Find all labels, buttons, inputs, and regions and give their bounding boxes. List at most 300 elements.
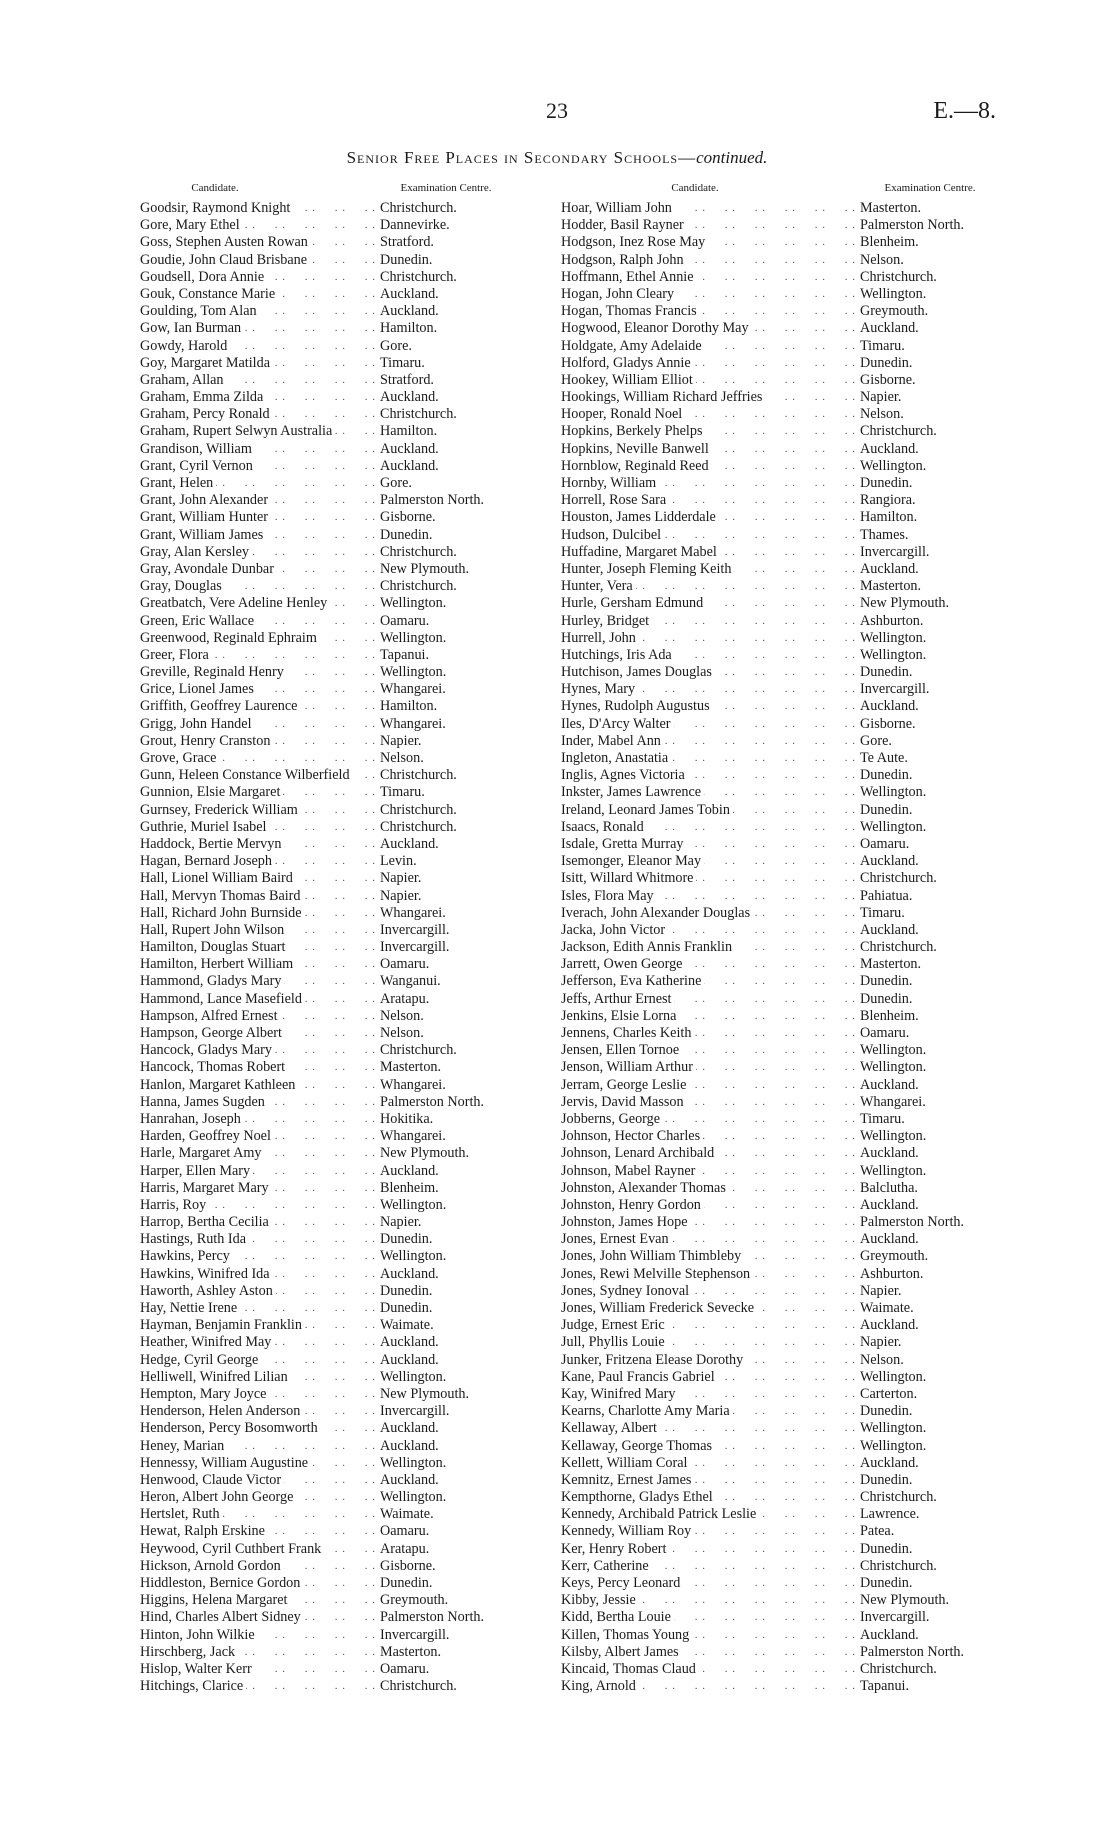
candidate-name-text: Isdale, Gretta Murray xyxy=(561,836,687,852)
examination-centre: Auckland. xyxy=(860,1454,919,1471)
candidate-name-text: Hall, Mervyn Thomas Baird xyxy=(140,888,304,904)
list-item xyxy=(561,355,1000,372)
list-item xyxy=(140,853,530,870)
candidate-name xyxy=(140,630,376,647)
candidate-name-text: Hodgson, Ralph John xyxy=(561,252,687,268)
examination-centre: Auckland. xyxy=(380,1437,439,1454)
examination-centre: Dunedin. xyxy=(860,990,913,1007)
candidate-name xyxy=(140,922,376,939)
examination-centre: Christchurch. xyxy=(860,870,937,887)
list-item xyxy=(140,939,530,956)
examination-centre: Waimate. xyxy=(380,1317,434,1334)
candidate-name-text: Jeffs, Arthur Ernest xyxy=(561,991,674,1007)
candidate-name-text: Johnston, James Hope xyxy=(561,1214,691,1230)
examination-centre: Invercargill. xyxy=(860,543,930,560)
list-item xyxy=(140,217,530,234)
list-item xyxy=(561,320,1000,337)
list-item xyxy=(140,1145,530,1162)
list-item xyxy=(561,475,1000,492)
candidate-name-text: Ireland, Leonard James Tobin xyxy=(561,802,733,818)
candidate-name-text: Hall, Rupert John Wilson xyxy=(140,922,287,938)
examination-centre: Napier. xyxy=(860,1282,902,1299)
candidate-name-text: Gunn, Heleen Constance Wilberfield xyxy=(140,767,353,783)
candidate-name xyxy=(561,561,856,578)
examination-centre: Auckland. xyxy=(380,1351,439,1368)
candidate-name xyxy=(140,1627,376,1644)
examination-centre: Gisborne. xyxy=(860,371,916,388)
examination-centre: Wanganui. xyxy=(380,973,441,990)
candidate-name-text: Henderson, Helen Anderson xyxy=(140,1403,303,1419)
examination-centre: Nelson. xyxy=(860,1351,904,1368)
candidate-name xyxy=(561,767,856,784)
candidate-name-text: Hunter, Vera xyxy=(561,578,636,594)
candidate-name xyxy=(561,733,856,750)
list-item xyxy=(140,475,530,492)
candidate-name-text: Goss, Stephen Austen Rowan xyxy=(140,234,311,250)
candidate-name xyxy=(140,1111,376,1128)
examination-centre: Ashburton. xyxy=(860,612,924,629)
candidate-name xyxy=(140,1128,376,1145)
candidate-name-text: Johnston, Henry Gordon xyxy=(561,1197,704,1213)
candidate-name xyxy=(140,1077,376,1094)
candidate-name xyxy=(140,269,376,286)
candidate-name xyxy=(561,1575,856,1592)
candidate-name xyxy=(561,1283,856,1300)
list-item xyxy=(140,1094,530,1111)
list-item xyxy=(561,836,1000,853)
candidate-name-text: Holdgate, Amy Adelaide xyxy=(561,338,705,354)
list-item xyxy=(561,1214,1000,1231)
list-item xyxy=(561,922,1000,939)
candidate-name-text: Hanlon, Margaret Kathleen xyxy=(140,1077,298,1093)
list-item xyxy=(140,1025,530,1042)
list-item xyxy=(140,355,530,372)
examination-centre: Waimate. xyxy=(380,1506,434,1523)
examination-centre: Dunedin. xyxy=(860,767,913,784)
candidate-name-text: Horrell, Rose Sara xyxy=(561,492,669,508)
list-item xyxy=(140,406,530,423)
list-item xyxy=(561,888,1000,905)
candidate-name-text: Jobberns, George xyxy=(561,1111,663,1127)
candidate-name-text: Kellett, William Coral xyxy=(561,1455,690,1471)
list-item xyxy=(561,406,1000,423)
list-item xyxy=(561,716,1000,733)
list-item xyxy=(561,802,1000,819)
examination-centre: Christchurch. xyxy=(380,818,457,835)
candidate-name xyxy=(561,303,856,320)
examination-centre: Christchurch. xyxy=(860,268,937,285)
left-candidate-header: Candidate. xyxy=(191,182,239,194)
candidate-name xyxy=(140,973,376,990)
examination-centre: Auckland. xyxy=(380,389,439,406)
candidate-name-text: Haworth, Ashley Aston xyxy=(140,1283,276,1299)
list-item xyxy=(140,1214,530,1231)
list-item xyxy=(561,819,1000,836)
candidate-name xyxy=(561,475,856,492)
examination-centre: Gore. xyxy=(860,732,892,749)
candidate-name xyxy=(561,750,856,767)
candidate-name-text: Heney, Marian xyxy=(140,1438,227,1454)
examination-centre: Dunedin. xyxy=(860,801,913,818)
candidate-name-text: Grant, William James xyxy=(140,527,266,543)
examination-centre: Dunedin. xyxy=(860,1540,913,1557)
candidate-name xyxy=(561,956,856,973)
candidate-name xyxy=(140,1042,376,1059)
candidate-name xyxy=(561,389,856,406)
examination-centre: Auckland. xyxy=(860,921,919,938)
candidate-name-text: Grant, William Hunter xyxy=(140,509,271,525)
examination-centre: Nelson. xyxy=(380,1007,424,1024)
examination-centre: Gisborne. xyxy=(380,509,436,526)
candidate-name xyxy=(140,338,376,355)
candidate-name-text: Jenkins, Elsie Lorna xyxy=(561,1008,679,1024)
candidate-name xyxy=(140,819,376,836)
candidate-name xyxy=(140,1248,376,1265)
candidate-name xyxy=(140,870,376,887)
examination-centre: Gisborne. xyxy=(860,715,916,732)
candidate-name xyxy=(140,286,376,303)
list-item xyxy=(140,544,530,561)
candidate-name xyxy=(561,1438,856,1455)
examination-centre: Masterton. xyxy=(860,956,922,973)
candidate-name-text: Grice, Lionel James xyxy=(140,681,257,697)
list-item xyxy=(561,1558,1000,1575)
candidate-name-text: Hudson, Dulcibel xyxy=(561,527,664,543)
candidate-name xyxy=(140,1352,376,1369)
examination-centre: Auckland. xyxy=(380,1334,439,1351)
examination-centre: Christchurch. xyxy=(860,1660,937,1677)
examination-centre: Wellington. xyxy=(860,285,927,302)
candidate-name xyxy=(140,1180,376,1197)
candidate-name xyxy=(140,1283,376,1300)
candidate-name-text: Jervis, David Masson xyxy=(561,1094,687,1110)
candidate-name-text: Helliwell, Winifred Lilian xyxy=(140,1369,291,1385)
examination-centre: Christchurch. xyxy=(860,939,937,956)
candidate-name-text: Henwood, Claude Victor xyxy=(140,1472,284,1488)
list-item xyxy=(140,372,530,389)
candidate-name-text: Killen, Thomas Young xyxy=(561,1627,692,1643)
candidate-name-text: Johnson, Hector Charles xyxy=(561,1128,703,1144)
examination-centre: Palmerston North. xyxy=(860,1214,965,1231)
candidate-name xyxy=(140,372,376,389)
examination-centre: Tapanui. xyxy=(860,1678,910,1695)
list-item xyxy=(561,664,1000,681)
list-item xyxy=(140,664,530,681)
examination-centre: Wellington. xyxy=(380,1248,447,1265)
candidate-name-text: Graham, Rupert Selwyn Australia xyxy=(140,423,335,439)
candidate-name-text: Jones, Ernest Evan xyxy=(561,1231,672,1247)
examination-centre: Auckland. xyxy=(380,1162,439,1179)
examination-centre: Nelson. xyxy=(860,406,904,423)
examination-centre: Ashburton. xyxy=(860,1265,924,1282)
examination-centre: Nelson. xyxy=(860,251,904,268)
examination-centre: Gisborne. xyxy=(380,1557,436,1574)
list-item xyxy=(140,733,530,750)
list-item xyxy=(561,1180,1000,1197)
examination-centre: Invercargill. xyxy=(860,1609,930,1626)
candidate-name xyxy=(561,1369,856,1386)
list-item xyxy=(561,1128,1000,1145)
list-item xyxy=(561,1403,1000,1420)
candidate-name-text: Goudsell, Dora Annie xyxy=(140,269,267,285)
candidate-name-text: Gray, Avondale Dunbar xyxy=(140,561,277,577)
list-item xyxy=(140,922,530,939)
candidate-name xyxy=(140,252,376,269)
list-item xyxy=(561,252,1000,269)
candidate-name-text: Hall, Lionel William Baird xyxy=(140,870,296,886)
examination-centre: New Plymouth. xyxy=(860,595,950,612)
candidate-name xyxy=(561,1300,856,1317)
examination-centre: Auckland. xyxy=(860,1076,919,1093)
list-item xyxy=(140,613,530,630)
candidate-name-text: Houston, James Lidderdale xyxy=(561,509,719,525)
candidate-name xyxy=(140,991,376,1008)
candidate-name-text: Isemonger, Eleanor May xyxy=(561,853,704,869)
examination-centre: Wellington. xyxy=(380,1196,447,1213)
examination-centre: Auckland. xyxy=(380,1265,439,1282)
list-item xyxy=(561,853,1000,870)
examination-centre: Hamilton. xyxy=(860,509,918,526)
list-item xyxy=(140,1438,530,1455)
candidate-name xyxy=(561,1506,856,1523)
examination-centre: Whangarei. xyxy=(380,1076,446,1093)
candidate-name-text: Jones, William Frederick Sevecke xyxy=(561,1300,757,1316)
candidate-name-text: Hitchings, Clarice xyxy=(140,1678,246,1694)
examination-centre: Dunedin. xyxy=(380,526,433,543)
list-item xyxy=(561,509,1000,526)
examination-centre: Christchurch. xyxy=(380,1678,457,1695)
candidate-name xyxy=(140,1386,376,1403)
candidate-name xyxy=(140,1592,376,1609)
examination-centre: Blenheim. xyxy=(860,1007,919,1024)
candidate-name xyxy=(140,578,376,595)
examination-centre: Timaru. xyxy=(860,904,905,921)
candidate-name-text: Huffadine, Margaret Mabel xyxy=(561,544,720,560)
list-item xyxy=(140,1541,530,1558)
list-item xyxy=(140,338,530,355)
right-column xyxy=(561,200,1000,1695)
list-item xyxy=(140,1248,530,1265)
list-item xyxy=(561,1506,1000,1523)
examination-centre: Invercargill. xyxy=(380,921,450,938)
list-item xyxy=(561,1592,1000,1609)
examination-centre: New Plymouth. xyxy=(860,1592,950,1609)
candidate-name-text: Hastings, Ruth Ida xyxy=(140,1231,249,1247)
examination-centre: Auckland. xyxy=(860,1145,919,1162)
candidate-name-text: Kemnitz, Ernest James xyxy=(561,1472,694,1488)
candidate-name xyxy=(561,630,856,647)
candidate-name-text: Jackson, Edith Annis Franklin xyxy=(561,939,735,955)
examination-centre: Invercargill. xyxy=(380,1403,450,1420)
examination-centre: Auckland. xyxy=(380,285,439,302)
candidate-name-text: Hanna, James Sugden xyxy=(140,1094,268,1110)
right-candidate-header: Candidate. xyxy=(671,182,719,194)
examination-centre: Timaru. xyxy=(380,784,425,801)
candidate-name xyxy=(140,733,376,750)
list-item xyxy=(561,1231,1000,1248)
list-item xyxy=(140,973,530,990)
candidate-name-text: Hurley, Bridget xyxy=(561,613,652,629)
candidate-name-text: Hall, Richard John Burnside xyxy=(140,905,305,921)
examination-centre: Whangarei. xyxy=(860,1093,926,1110)
candidate-name xyxy=(561,355,856,372)
candidate-name-text: Jacka, John Victor xyxy=(561,922,668,938)
candidate-name-text: Grigg, John Handel xyxy=(140,716,255,732)
candidate-name xyxy=(561,991,856,1008)
candidate-name xyxy=(140,905,376,922)
candidate-name-text: Harper, Ellen Mary xyxy=(140,1163,253,1179)
candidate-name-text: Hickson, Arnold Gordon xyxy=(140,1558,284,1574)
list-item xyxy=(561,630,1000,647)
candidate-name-text: Grant, Cyril Vernon xyxy=(140,458,256,474)
examination-centre: Dunedin. xyxy=(860,1471,913,1488)
candidate-name xyxy=(140,509,376,526)
examination-centre: Gore. xyxy=(380,337,412,354)
examination-centre: Dunedin. xyxy=(860,664,913,681)
candidate-name xyxy=(140,1334,376,1351)
examination-centre: Palmerston North. xyxy=(380,1093,485,1110)
candidate-name xyxy=(561,1661,856,1678)
candidate-name xyxy=(140,217,376,234)
list-item xyxy=(140,1627,530,1644)
candidate-name-text: Hawkins, Winifred Ida xyxy=(140,1266,273,1282)
candidate-name xyxy=(561,1008,856,1025)
candidate-name xyxy=(140,1644,376,1661)
candidate-name-text: Jull, Phyllis Louie xyxy=(561,1334,668,1350)
examination-centre: Dunedin. xyxy=(860,1403,913,1420)
candidate-name xyxy=(561,1094,856,1111)
list-item xyxy=(561,733,1000,750)
candidate-name xyxy=(140,441,376,458)
candidate-name xyxy=(561,647,856,664)
list-item xyxy=(561,1145,1000,1162)
candidate-name xyxy=(140,1145,376,1162)
examination-centre: Masterton. xyxy=(860,578,922,595)
candidate-name-text: Jennens, Charles Keith xyxy=(561,1025,694,1041)
candidate-name xyxy=(561,1541,856,1558)
list-item xyxy=(561,1025,1000,1042)
list-item xyxy=(140,767,530,784)
candidate-name xyxy=(561,1248,856,1265)
examination-centre: Dunedin. xyxy=(380,251,433,268)
list-item xyxy=(561,973,1000,990)
candidate-name-text: Hoar, William John xyxy=(561,200,675,216)
candidate-name-text: Johnson, Mabel Rayner xyxy=(561,1163,698,1179)
candidate-name xyxy=(140,1317,376,1334)
examination-centre: Invercargill. xyxy=(380,939,450,956)
candidate-name-text: Holford, Gladys Annie xyxy=(561,355,694,371)
candidate-name xyxy=(140,836,376,853)
examination-centre: Wellington. xyxy=(860,1437,927,1454)
candidate-name-text: Kibby, Jessie xyxy=(561,1592,639,1608)
examination-centre: Christchurch. xyxy=(380,767,457,784)
candidate-name xyxy=(561,338,856,355)
list-item xyxy=(561,1472,1000,1489)
list-item xyxy=(561,338,1000,355)
candidate-name-text: Hurrell, John xyxy=(561,630,639,646)
examination-centre: Auckland. xyxy=(380,440,439,457)
candidate-name-text: Kilsby, Albert James xyxy=(561,1644,682,1660)
list-item xyxy=(140,1506,530,1523)
candidate-name xyxy=(140,303,376,320)
left-centre-header: Examination Centre. xyxy=(400,182,492,194)
list-item xyxy=(140,1489,530,1506)
candidate-name-text: Hennessy, William Augustine xyxy=(140,1455,311,1471)
candidate-name-text: Grandison, William xyxy=(140,441,255,457)
candidate-name xyxy=(561,423,856,440)
list-item xyxy=(140,698,530,715)
candidate-name xyxy=(561,1386,856,1403)
list-item xyxy=(561,870,1000,887)
candidate-name xyxy=(140,389,376,406)
list-item xyxy=(140,784,530,801)
examination-centre: Oamaru. xyxy=(380,1523,430,1540)
candidate-name xyxy=(561,544,856,561)
candidate-name xyxy=(561,1317,856,1334)
candidate-name xyxy=(561,527,856,544)
candidate-name-text: Gurnsey, Frederick William xyxy=(140,802,301,818)
candidate-name xyxy=(561,681,856,698)
list-item xyxy=(140,1077,530,1094)
list-item xyxy=(140,441,530,458)
examination-centre: New Plymouth. xyxy=(380,560,470,577)
candidate-name-text: Kennedy, William Roy xyxy=(561,1523,694,1539)
examination-centre: Te Aute. xyxy=(860,750,908,766)
candidate-name xyxy=(561,853,856,870)
examination-centre: Dunedin. xyxy=(380,1231,433,1248)
examination-centre: Stratford. xyxy=(380,371,434,388)
list-item xyxy=(561,1317,1000,1334)
list-item xyxy=(561,1266,1000,1283)
examination-centre: Masterton. xyxy=(380,1643,442,1660)
candidate-name-text: Hancock, Thomas Robert xyxy=(140,1059,288,1075)
candidate-name xyxy=(140,527,376,544)
examination-centre: Gore. xyxy=(380,475,412,491)
candidate-name-text: Hancock, Gladys Mary xyxy=(140,1042,275,1058)
candidate-name xyxy=(561,269,856,286)
list-item xyxy=(140,269,530,286)
list-item xyxy=(561,269,1000,286)
list-item xyxy=(140,423,530,440)
candidate-name xyxy=(140,1506,376,1523)
examination-centre: Oamaru. xyxy=(380,612,430,629)
list-item xyxy=(140,956,530,973)
candidate-name xyxy=(140,561,376,578)
candidate-name xyxy=(140,750,376,767)
examination-centre: Christchurch. xyxy=(380,543,457,560)
candidate-name-text: Ker, Henry Robert xyxy=(561,1541,669,1557)
candidate-name xyxy=(140,888,376,905)
list-item xyxy=(561,372,1000,389)
candidate-name xyxy=(140,698,376,715)
examination-centre: Levin. xyxy=(380,853,417,870)
candidate-name xyxy=(561,1197,856,1214)
examination-centre: Napier. xyxy=(380,887,422,904)
candidate-name-text: Hornblow, Reginald Reed xyxy=(561,458,712,474)
examination-centre: Christchurch. xyxy=(380,1042,457,1059)
candidate-name xyxy=(140,1266,376,1283)
candidate-name-text: Gow, Ian Burman xyxy=(140,320,244,336)
list-item xyxy=(561,595,1000,612)
candidate-name xyxy=(561,1558,856,1575)
list-item xyxy=(561,1455,1000,1472)
candidate-name-text: Iles, D'Arcy Walter xyxy=(561,716,674,732)
candidate-name-text: Greer, Flora xyxy=(140,647,212,663)
candidate-name-text: Harrop, Bertha Cecilia xyxy=(140,1214,272,1230)
examination-centre: Stratford. xyxy=(380,234,434,251)
examination-centre: Dunedin. xyxy=(860,354,913,371)
list-item xyxy=(561,784,1000,801)
